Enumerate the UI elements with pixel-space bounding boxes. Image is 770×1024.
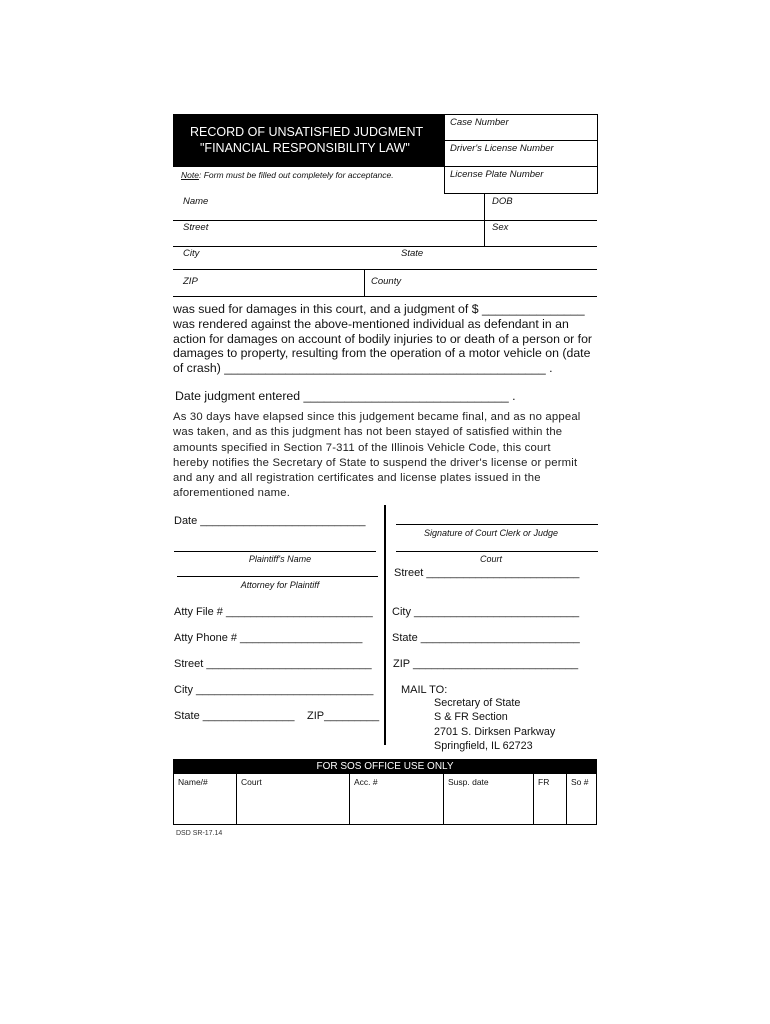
body-line-1: was sued for damages in this court, and a judgment of $ _______________ [173,302,585,316]
sos-col-name-label: Name/# [178,777,208,787]
date-field[interactable]: Date ___________________________ [174,515,366,527]
notice-line-3: amounts specified in Section 7-311 of the Illinois Vehicle Code, this court [173,441,551,454]
title-line-2: "FINANCIAL RESPONSIBILITY LAW" [200,141,410,155]
sex-label: Sex [492,222,509,233]
drivers-license-field[interactable] [445,141,597,167]
judgment-paragraph [173,302,592,376]
state-label: State [401,248,424,259]
notice-line-2: was taken, and as this judgment has not been stayed of satisfied within the [173,426,563,439]
name-label: Name [183,196,209,207]
court-line[interactable] [396,551,598,552]
note-text: : Form must be filled out completely for acceptance. [198,170,394,180]
note-prefix: Note [181,170,199,180]
right-city-field[interactable]: City ___________________________ [392,606,580,618]
mailing-address [434,696,555,753]
license-plate-label: License Plate Number [450,169,544,180]
sos-col-susp-date[interactable] [444,774,534,824]
sos-col-so-label: So # [571,777,589,787]
left-zip-field[interactable]: ZIP_________ [307,710,380,722]
title-line-1: RECORD OF UNSATISFIED JUDGMENT [190,125,424,139]
sos-col-court[interactable] [237,774,350,824]
plaintiff-name-caption: Plaintiff's Name [248,554,312,564]
column-divider [384,505,386,745]
dob-divider [484,194,485,246]
right-state-field[interactable]: State __________________________ [392,632,580,644]
sos-col-acc[interactable] [350,774,444,824]
sos-col-susp-date-label: Susp. date [448,777,489,787]
zip-label: ZIP [183,276,198,287]
date-judgment-entered: Date judgment entered ______________________________ . [175,389,516,403]
left-city-field[interactable]: City _____________________________ [174,684,374,696]
street-label: Street [183,222,209,233]
right-street-field[interactable]: Street _________________________ [394,567,580,579]
name-line[interactable] [173,220,597,221]
body-line-5: of crash) _______________________________________________ . [173,361,553,376]
form-number: DSD SR-17.14 [176,830,223,837]
atty-file-field[interactable]: Atty File # ________________________ [174,606,373,618]
plaintiff-name-line[interactable] [174,551,376,552]
city-label: City [183,248,200,259]
street-line[interactable] [173,246,597,247]
address-line-3: 2701 S. Dirksen Parkway [434,725,556,738]
license-plate-field[interactable] [445,167,597,193]
dob-label: DOB [492,196,513,207]
case-info-box [444,114,598,194]
city-line[interactable] [173,269,597,270]
body-line-3: action for damages on account of bodily injuries to or death of a person or for [173,331,593,346]
sos-col-so[interactable] [567,774,597,824]
case-number-field[interactable] [445,115,597,141]
attorney-line[interactable] [177,576,378,577]
sos-col-fr-label: FR [538,777,550,787]
drivers-license-label: Driver's License Number [450,143,554,154]
sos-office-table [173,774,597,825]
body-line-2: was rendered against the above-mentioned individual as defendant in an [173,316,569,331]
attorney-caption: Attorney for Plaintiff [240,580,320,590]
address-line-1: Secretary of State [434,697,521,709]
form-note [181,170,394,180]
signature-caption: Signature of Court Clerk or Judge [423,528,559,538]
court-caption: Court [479,554,502,564]
notice-line-6: aforementioned name. [173,487,291,500]
left-street-field[interactable]: Street ___________________________ [174,658,372,670]
body-line-4: damages to property, resulting from the operation of a motor vehicle on (date [173,346,591,361]
left-state-field[interactable]: State _______________ [174,710,295,722]
signature-line[interactable] [396,524,598,525]
sos-col-acc-label: Acc. # [354,777,378,787]
right-zip-field[interactable]: ZIP ___________________________ [393,658,579,670]
notice-line-1: As 30 days have elapsed since this judgement became final, and as no appeal [173,411,581,423]
mail-to-label: MAIL TO: [401,684,448,696]
notice-paragraph [173,410,581,502]
atty-phone-field[interactable]: Atty Phone # ____________________ [174,632,363,644]
address-line-4: Springfield, IL 62723 [434,739,533,752]
zip-line[interactable] [173,296,597,297]
notice-line-4: hereby notifies the Secretary of State to suspend the driver's license or permit [173,456,578,469]
sos-col-court-label: Court [241,777,262,787]
notice-line-5: and any and all registration certificates and license plates issued in the [173,472,541,485]
county-label: County [371,276,402,287]
case-number-label: Case Number [450,117,509,128]
address-line-2: S & FR Section [434,711,508,724]
sos-col-fr[interactable] [534,774,567,824]
county-divider [364,269,365,296]
sos-office-heading: FOR SOS OFFICE USE ONLY [173,759,597,774]
sos-col-name[interactable] [174,774,237,824]
form-title [173,114,444,167]
